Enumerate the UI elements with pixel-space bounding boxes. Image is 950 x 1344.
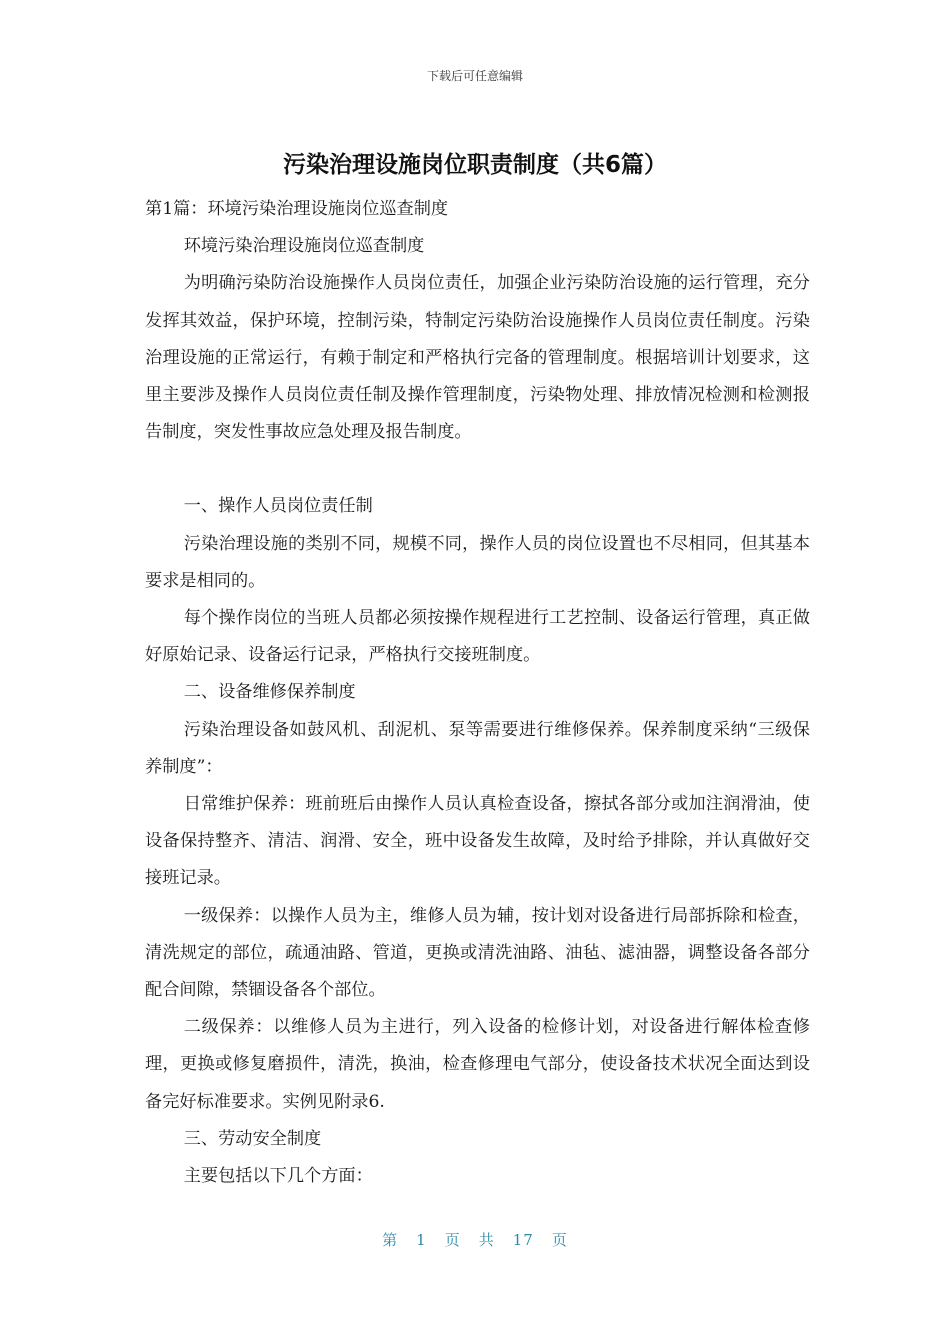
- paragraph-intro: 为明确污染防治设施操作人员岗位责任，加强企业污染防治设施的运行管理，充分发挥其效益，保护环境，控制污染，特制定污染防治设施操作人员岗位责任制度。污染治理设施的正常运行，有赖于制定和严格执行完备的管理制度。根据培训计划要求，这里主要涉及操作人员岗位责任制及操作管理制度，污染物处理、排放情况检测和检测报告制度，突发性事故应急处理及报告制度。: [145, 273, 810, 443]
- page-footer: [0, 1229, 950, 1250]
- paragraph: 污染治理设备如鼓风机、刮泥机、泵等需要进行维修保养。保养制度采纳“三级保养制度”：: [145, 719, 810, 777]
- paragraph: 二级保养：以维修人员为主进行，列入设备的检修计划，对设备进行解体检查修理，更换或修复磨损件，清洗，换油，检查修理电气部分，使设备技术状况全面达到设备完好标准要求。实例见附录6.: [145, 1017, 810, 1112]
- footer-page-word: 页: [444, 1231, 461, 1249]
- footer-total-word: 共: [478, 1231, 495, 1249]
- document-body: [145, 191, 810, 1195]
- footer-page-word: 第: [382, 1231, 399, 1249]
- header-note: 下载后可任意编辑: [426, 69, 523, 83]
- paragraph: 日常维护保养：班前班后由操作人员认真检查设备，擦拭各部分或加注润滑油，使设备保持整齐、清洁、润滑、安全，班中设备发生故障，及时给予排除，并认真做好交接班记录。: [145, 794, 810, 889]
- paragraph: 主要包括以下几个方面：: [183, 1166, 373, 1187]
- paragraph-subtitle: 环境污染治理设施岗位巡查制度: [183, 236, 425, 257]
- paragraph-chapter-heading: 第1篇：环境污染治理设施岗位巡查制度: [145, 199, 449, 219]
- paragraph: 每个操作岗位的当班人员都必须按操作规程进行工艺控制、设备运行管理，真正做好原始记录、设备运行记录，严格执行交接班制度。: [145, 608, 810, 666]
- section-heading-3: 三、劳动安全制度: [183, 1128, 322, 1149]
- footer-total-pages: 17: [512, 1231, 534, 1249]
- footer-page-number: 1: [416, 1231, 427, 1249]
- page-title: 污染治理设施岗位职责制度（共6篇）: [282, 152, 667, 178]
- paragraph: 一级保养：以操作人员为主，维修人员为辅，按计划对设备进行局部拆除和检查，清洗规定的部位，疏通油路、管道，更换或清洗油路、油毡、滤油器，调整设备各部分配合间隙，禁锢设备各个部位。: [145, 905, 810, 1001]
- section-heading-2: 二、设备维修保养制度: [183, 682, 356, 703]
- footer-page-word: 页: [551, 1231, 568, 1249]
- paragraph: 污染治理设施的类别不同，规模不同，操作人员的岗位设置也不尽相同，但其基本要求是相同的。: [145, 533, 810, 591]
- section-heading-1: 一、操作人员岗位责任制: [183, 496, 373, 517]
